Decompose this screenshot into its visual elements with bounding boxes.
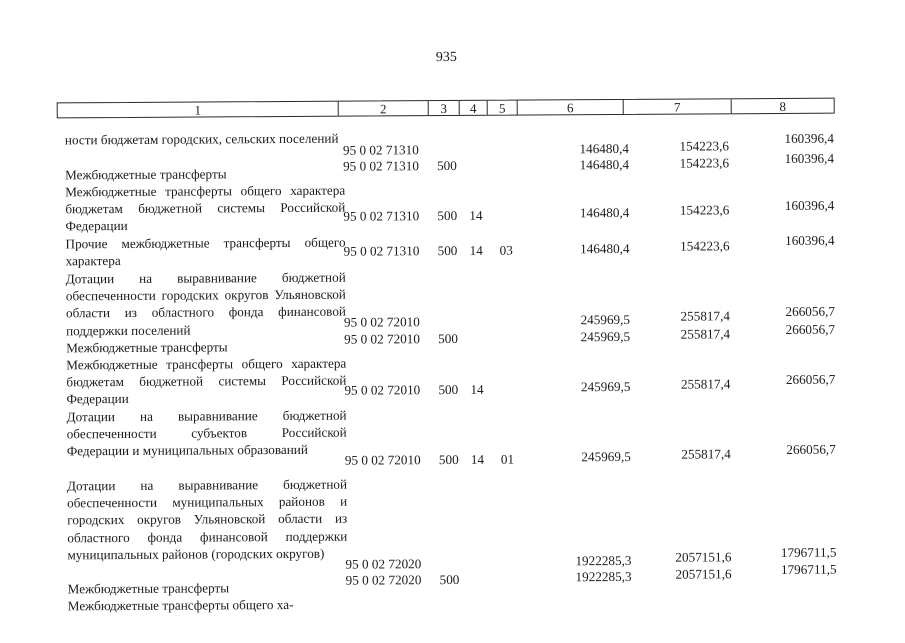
header-col-8: 8: [779, 98, 786, 114]
header-col-4: 4: [460, 101, 488, 115]
row-code: [346, 571, 460, 589]
header-col-6: 6: [518, 100, 624, 115]
target-code: 95 0 02 72010: [343, 314, 420, 330]
value-col-7: 154223,6: [679, 138, 729, 154]
value-col-6: 245969,5: [580, 311, 631, 328]
value-col-7: 154223,6: [679, 202, 730, 218]
target-code: 95 0 02 72010: [344, 382, 421, 398]
target-code: 95 0 02 72020: [345, 572, 422, 588]
value-col-6: 1922285,3: [575, 552, 632, 569]
row-description: Межбюджетные трансферты общего ха-: [67, 596, 294, 614]
value-col-7: 255817,4: [680, 326, 731, 342]
table-row: [0, 150, 904, 183]
value-col-8: 266056,7: [785, 303, 835, 319]
section-code: 14: [470, 451, 485, 467]
expense-type: 500: [437, 157, 457, 174]
table-row: [2, 561, 905, 597]
row-description: Дотации на выравнивание бюджетной обеспеченности субъектов Российской Федерации и муниципальных образований: [66, 407, 347, 459]
expense-type: 500: [438, 451, 459, 468]
row-description: Дотации на выравнивание бюджетной обеспеченности муниципальных районов и городских округов Ульяновской области из областного фонда финансовой поддержки муниципальных районов (городских округов): [66, 476, 348, 563]
value-col-8: 266056,7: [786, 441, 836, 457]
target-code: 95 0 02 72020: [345, 556, 422, 572]
header-col-5: 5: [488, 101, 518, 115]
value-col-8: 160396,4: [784, 130, 834, 146]
expense-type: 500: [438, 381, 459, 398]
row-code: [344, 330, 458, 348]
value-col-8: 1796711,5: [780, 544, 837, 560]
section-code: 14: [469, 242, 483, 258]
value-col-7: 255817,4: [681, 446, 731, 462]
value-col-7: 154223,6: [679, 155, 730, 171]
row-description: ности бюджетам городских, сельских поселений: [64, 130, 339, 148]
section-code: 14: [470, 381, 484, 397]
row-code: [344, 313, 438, 331]
value-col-6: 245969,5: [580, 378, 631, 395]
row-code: [343, 207, 482, 225]
row-description: Межбюджетные трансферты: [65, 166, 227, 183]
table-row: [1, 472, 905, 572]
header-col-2: 2: [339, 101, 429, 116]
value-col-8: 1796711,5: [780, 561, 837, 577]
value-col-7: 154223,6: [680, 238, 730, 254]
value-col-6: 245969,5: [580, 328, 631, 345]
value-col-7: 255817,4: [680, 308, 731, 324]
value-col-6: 245969,5: [581, 448, 631, 465]
row-code: [343, 157, 457, 175]
value-col-8: 266056,7: [785, 321, 836, 337]
expense-type: 500: [437, 207, 458, 224]
value-col-8: 160396,4: [784, 150, 835, 166]
row-description: Межбюджетные трансферты: [67, 580, 230, 597]
subsection-code: 03: [499, 242, 513, 258]
row-description: Межбюджетные трансферты: [66, 339, 228, 356]
target-code: 95 0 02 71310: [343, 243, 420, 259]
page-number: 935: [435, 49, 457, 66]
subsection-code: 01: [500, 451, 515, 467]
value-col-6: 146480,4: [580, 240, 630, 257]
target-code: 95 0 02 71310: [343, 158, 419, 174]
row-description: Межбюджетные трансферты общего характера бюджетам бюджетной системы Российской Федерации: [65, 182, 346, 234]
header-col-3: 3: [429, 101, 460, 115]
row-description: Межбюджетные трансферты общего характера бюджетам бюджетной системы Российской Федерации: [66, 355, 347, 407]
target-code: 95 0 02 72010: [344, 452, 421, 468]
target-code: 95 0 02 71310: [342, 142, 419, 158]
header-col-7: 7: [624, 99, 732, 114]
value-col-7: 2057151,6: [675, 549, 732, 565]
value-col-7: 255817,4: [680, 376, 731, 392]
value-col-6: 146480,4: [579, 204, 630, 221]
value-col-8: 266056,7: [785, 371, 836, 387]
table-row: [0, 126, 904, 158]
value-col-6: 146480,4: [579, 156, 630, 173]
row-code: [345, 451, 514, 469]
value-col-7: 2057151,6: [675, 566, 732, 582]
expense-type: 500: [439, 571, 460, 588]
section-code: 14: [469, 207, 483, 223]
table-header: [57, 98, 835, 119]
row-description: Прочие межбюджетные трансферты общего характера: [65, 234, 346, 269]
target-code: 95 0 02 71310: [343, 208, 420, 224]
expense-type: 500: [437, 242, 458, 259]
value-col-6: 146480,4: [579, 140, 630, 157]
header-col-1: 1: [58, 102, 339, 118]
row-code: [344, 242, 513, 260]
value-col-6: 1922285,3: [575, 568, 632, 585]
row-description: Дотации на выравнивание бюджетной обеспеченности городских округов Ульяновской области из областного фонда финансовой поддержки поселений: [65, 269, 346, 338]
value-col-8: 160396,4: [785, 232, 835, 248]
target-code: 95 0 02 72010: [344, 331, 420, 347]
row-code: [344, 381, 483, 399]
expense-type: 500: [438, 330, 458, 347]
value-col-8: 160396,4: [784, 197, 835, 213]
